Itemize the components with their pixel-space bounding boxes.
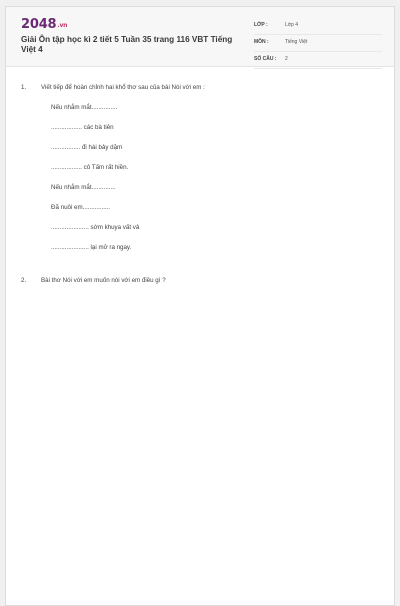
meta-row-question-count: [254, 53, 382, 69]
meta-label-question-count: SỐ CÂU :: [254, 56, 277, 62]
meta-label-grade: LỚP :: [254, 22, 268, 28]
meta-value-subject: Tiếng Việt: [285, 39, 308, 45]
poem-line: ................. đi hài bảy dặm: [51, 144, 123, 151]
poem-line: .................. cô Tấm rất hiền.: [51, 164, 129, 171]
poem-line: ...................... sớm khuya vất vả: [51, 224, 140, 231]
worksheet-page: [5, 6, 395, 606]
poem-line: ...................... lại mở ra ngay.: [51, 244, 132, 251]
logo-suffix: .vn: [57, 22, 68, 29]
page-header: [6, 7, 394, 67]
question-text: Bài thơ Nói với em muốn nói với em điều gì ?: [41, 277, 166, 284]
poem-line: Nếu nhắm mắt..............: [51, 184, 116, 191]
meta-value-grade: Lớp 4: [285, 22, 299, 28]
meta-value-question-count: 2: [285, 56, 288, 62]
poem-line: .................. các bà tiên: [51, 124, 114, 131]
meta-row-subject: [254, 36, 382, 52]
meta-row-grade: [254, 19, 382, 35]
meta-label-subject: MÔN :: [254, 39, 269, 45]
question-text: Viết tiếp để hoàn chỉnh hai khổ thơ sau của bài Nói với em :: [41, 84, 205, 91]
page-title: Giải Ôn tập học kì 2 tiết 5 Tuần 35 trang 116 VBT Tiếng Việt 4: [21, 35, 233, 54]
logo-text: 2048: [21, 17, 57, 32]
poem-line: Đã nuôi em................: [51, 204, 111, 211]
meta-info: [254, 19, 382, 70]
site-logo[interactable]: [21, 17, 67, 32]
question-number: 2.: [21, 277, 27, 284]
poem-line: Nếu nhắm mắt...............: [51, 104, 118, 111]
question-number: 1.: [21, 84, 27, 91]
